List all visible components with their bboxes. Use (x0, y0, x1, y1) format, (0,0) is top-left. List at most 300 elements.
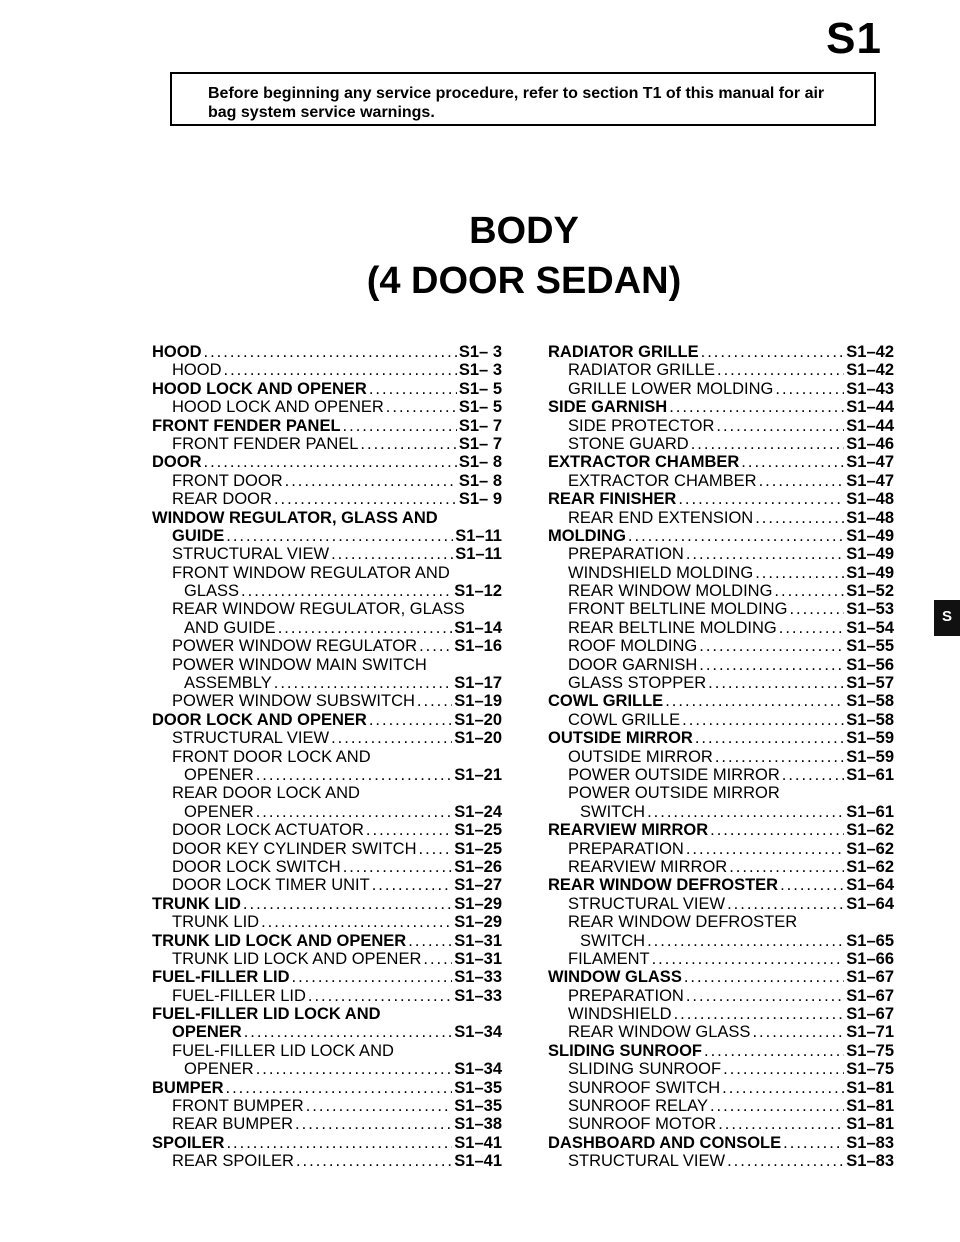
toc-entry-page: S1–67 (846, 968, 894, 987)
toc-entry (152, 711, 502, 729)
page-subtitle: (4 DOOR SEDAN) (366, 260, 682, 302)
toc-entry-page: S1–44 (846, 416, 894, 435)
toc-entry-page: S1– 5 (458, 398, 502, 417)
warning-text: Before beginning any service procedure, refer to section T1 of this manual for air bag system service warnings. (208, 85, 825, 121)
toc-entry-title: DOOR KEY CYLINDER SWITCH (172, 839, 417, 858)
toc-entry-title: TRUNK LID (172, 913, 260, 932)
toc-entry-title: DOOR LOCK SWITCH (172, 857, 341, 876)
toc-entry-page: S1–48 (846, 490, 894, 509)
toc-entry-leader (204, 343, 457, 361)
toc-entry-leader (710, 1097, 844, 1115)
toc-entry-title: DOOR LOCK AND OPENER (152, 710, 367, 729)
toc-entry (152, 343, 502, 361)
toc-entry (548, 895, 894, 913)
toc-entry-title: GUIDE (172, 526, 225, 545)
toc-entry-leader (224, 361, 457, 379)
toc-entry (548, 950, 894, 968)
toc-entry (152, 1079, 502, 1097)
toc-entry-title: SUNROOF RELAY (568, 1097, 708, 1116)
toc-entry-title: OUTSIDE MIRROR (548, 729, 693, 748)
toc-entry (548, 932, 894, 950)
toc-entry (548, 527, 894, 545)
toc-entry (548, 1023, 894, 1041)
toc-entry-leader (256, 766, 453, 784)
toc-entry-title: STRUCTURAL VIEW (568, 1152, 726, 1171)
toc-entry-page: S1–12 (454, 582, 502, 601)
toc-entry-leader (686, 987, 844, 1005)
toc-entry-title: POWER WINDOW MAIN SWITCH (172, 655, 427, 674)
toc-entry-page: S1–46 (846, 434, 894, 453)
toc-entry-title: PREPARATION (568, 839, 684, 858)
toc-entry-page: S1–47 (846, 471, 894, 490)
toc-entry (152, 876, 502, 894)
toc-entry-title: COWL GRILLE (548, 692, 664, 711)
toc-entry-leader (755, 509, 844, 527)
toc-entry-page: S1–41 (454, 1133, 502, 1152)
toc-entry-title: REAR DOOR LOCK AND (172, 784, 360, 803)
toc-entry-leader (274, 490, 457, 508)
toc-entry (548, 1005, 894, 1023)
toc-entry (152, 1005, 502, 1023)
toc-entry (152, 417, 502, 435)
toc-entry-title: OPENER (172, 1023, 242, 1042)
toc-entry-page: S1–59 (846, 747, 894, 766)
toc-entry-title: GRILLE LOWER MOLDING (568, 379, 774, 398)
toc-entry-leader (686, 545, 844, 563)
toc-entry-title: HOOD LOCK AND OPENER (152, 379, 367, 398)
toc-entry-leader (628, 527, 844, 545)
toc-entry-leader (752, 1023, 844, 1041)
toc-entry-page: S1–61 (846, 765, 894, 784)
toc-entry-title: SLIDING SUNROOF (548, 1041, 703, 1060)
toc-entry-leader (715, 748, 844, 766)
toc-entry-page: S1–20 (454, 710, 502, 729)
toc-entry-title: REAR SPOILER (172, 1152, 294, 1171)
toc-entry (152, 453, 502, 471)
toc-entry-page: S1–33 (454, 968, 502, 987)
toc-entry-leader (274, 674, 453, 692)
toc-entry-page: S1–20 (454, 729, 502, 748)
toc-entry (548, 729, 894, 747)
toc-entry-leader (774, 582, 844, 600)
toc-entry-title: FUEL-FILLER LID LOCK AND (172, 1041, 394, 1060)
toc-entry-leader (331, 545, 453, 563)
toc-entry-title: SLIDING SUNROOF (568, 1060, 722, 1079)
toc-entry-title: FUEL-FILLER LID (152, 968, 290, 987)
toc-entry (548, 435, 894, 453)
toc-entry (548, 711, 894, 729)
toc-entry (548, 380, 894, 398)
toc-entry (548, 803, 894, 821)
toc-entry-title: POWER OUTSIDE MIRROR (568, 784, 780, 803)
toc-entry-page: S1–67 (846, 986, 894, 1005)
toc-entry-title: OPENER (184, 765, 254, 784)
toc-entry-title: AND GUIDE (184, 618, 276, 637)
toc-entry (548, 1060, 894, 1078)
toc-entry-page: S1–66 (846, 949, 894, 968)
toc-entry (548, 821, 894, 839)
toc-entry-title: SIDE PROTECTOR (568, 416, 715, 435)
toc-entry-page: S1–31 (454, 931, 502, 950)
toc-entry-page: S1–19 (454, 692, 502, 711)
toc-entry-leader (256, 1060, 453, 1078)
toc-entry-leader (423, 950, 452, 968)
toc-entry (548, 619, 894, 637)
toc-entry-title: DOOR (152, 453, 202, 472)
toc-entry-page: S1–71 (846, 1023, 894, 1042)
toc-entry (152, 509, 502, 527)
toc-entry-title: DOOR LOCK ACTUATOR (172, 821, 364, 840)
toc-entry-page: S1– 8 (458, 471, 502, 490)
toc-entry-page: S1–34 (454, 1023, 502, 1042)
toc-entry-leader (674, 1005, 845, 1023)
toc-entry (548, 453, 894, 471)
toc-entry-title: ROOF MOLDING (568, 637, 698, 656)
toc-entry-title: COWL GRILLE (568, 710, 681, 729)
toc-entry-page: S1– 5 (458, 379, 502, 398)
toc-entry-title: REAR WINDOW DEFROSTER (568, 913, 798, 932)
toc-entry (548, 600, 894, 618)
toc-entry-title: STRUCTURAL VIEW (172, 545, 330, 564)
toc-entry (152, 821, 502, 839)
toc-entry-page: S1–81 (846, 1078, 894, 1097)
toc-entry-title: SUNROOF MOTOR (568, 1115, 717, 1134)
toc-entry (548, 1152, 894, 1170)
toc-entry-page: S1–11 (455, 526, 502, 545)
toc-entry-title: REAR BELTLINE MOLDING (568, 618, 777, 637)
toc-entry-title: FRONT BUMPER (172, 1097, 304, 1116)
toc-entry-page: S1–58 (846, 692, 894, 711)
toc-entry-leader (723, 1060, 844, 1078)
toc-entry-title: FRONT DOOR LOCK AND (172, 747, 371, 766)
toc-entry-page: S1–59 (846, 729, 894, 748)
toc-entry (152, 1097, 502, 1115)
toc-entry (152, 1115, 502, 1133)
toc-entry-page: S1–83 (846, 1152, 894, 1171)
toc-entry-leader (741, 453, 844, 471)
toc-entry-title: HOOD LOCK AND OPENER (172, 398, 384, 417)
toc-entry-title: FRONT FENDER PANEL (152, 416, 341, 435)
toc-entry (548, 1115, 894, 1133)
toc-entry-leader (699, 656, 844, 674)
toc-entry-title: SIDE GARNISH (548, 398, 668, 417)
toc-entry-title: TRUNK LID LOCK AND OPENER (172, 949, 422, 968)
toc-entry (548, 858, 894, 876)
toc-entry (152, 545, 502, 563)
toc-entry (548, 398, 894, 416)
toc-entry (548, 692, 894, 710)
toc-entry (152, 1023, 502, 1041)
toc-entry (152, 913, 502, 931)
toc-entry-leader (759, 472, 845, 490)
toc-entry-page: S1– 7 (458, 416, 502, 435)
toc-entry (548, 582, 894, 600)
toc-entry-title: STRUCTURAL VIEW (172, 729, 330, 748)
toc-entry-page: S1–55 (846, 637, 894, 656)
toc-entry-title: WINDSHIELD (568, 1005, 672, 1024)
toc-entry-page: S1–25 (454, 821, 502, 840)
toc-entry-page: S1–41 (454, 1152, 502, 1171)
toc-entry-page: S1–27 (454, 876, 502, 895)
toc-entry (152, 895, 502, 913)
toc-entry (152, 564, 502, 582)
toc-entry-leader (727, 895, 844, 913)
toc-entry (548, 987, 894, 1005)
toc-entry-page: S1–29 (454, 894, 502, 913)
toc-entry-leader (226, 1134, 452, 1152)
toc-entry-leader (419, 637, 452, 655)
toc-entry-leader (417, 692, 452, 710)
toc-entry-leader (369, 711, 452, 729)
toc-entry-page: S1–31 (454, 949, 502, 968)
toc-entry-leader (204, 453, 457, 471)
toc-entry-page: S1–75 (846, 1060, 894, 1079)
toc-entry-title: WINDOW GLASS (548, 968, 682, 987)
toc-entry (152, 1134, 502, 1152)
toc-entry-title: EXTRACTOR CHAMBER (568, 471, 757, 490)
toc-entry-title: REAR BUMPER (172, 1115, 294, 1134)
toc-entry-title: REAR WINDOW GLASS (568, 1023, 751, 1042)
toc-entry-leader (701, 343, 845, 361)
toc-entry-leader (684, 968, 844, 986)
toc-entry-page: S1–43 (846, 379, 894, 398)
toc-entry-page: S1–64 (846, 894, 894, 913)
toc-entry-page: S1–48 (846, 508, 894, 527)
toc-entry-leader (708, 674, 844, 692)
toc-entry (152, 435, 502, 453)
toc-entry-page: S1–49 (846, 545, 894, 564)
toc-entry-title: SWITCH (580, 931, 646, 950)
toc-entry-title: WINDOW REGULATOR, GLASS AND (152, 508, 438, 527)
toc-entry (152, 766, 502, 784)
warning-box (170, 72, 876, 126)
toc-entry-leader (755, 564, 844, 582)
toc-entry-leader (704, 1042, 844, 1060)
toc-entry-leader (783, 1134, 844, 1152)
toc-entry-title: RADIATOR GRILLE (548, 343, 699, 361)
toc-entry (548, 876, 894, 894)
toc-entry-leader (295, 1115, 452, 1133)
toc-entry (152, 729, 502, 747)
toc-entry-title: SUNROOF SWITCH (568, 1078, 721, 1097)
toc-entry (152, 858, 502, 876)
toc-entry-title: HOOD (172, 361, 222, 380)
toc-entry-leader (727, 1152, 844, 1170)
toc-entry-leader (782, 766, 845, 784)
toc-entry-page: S1–35 (454, 1078, 502, 1097)
toc-entry (548, 674, 894, 692)
toc-entry (152, 490, 502, 508)
toc-entry (152, 968, 502, 986)
toc-entry-leader (691, 435, 845, 453)
toc-entry-leader (699, 637, 844, 655)
toc-entry-title: FUEL-FILLER LID LOCK AND (152, 1005, 381, 1024)
toc-entry-title: ASSEMBLY (184, 674, 272, 693)
toc-entry-page: S1–62 (846, 839, 894, 858)
toc-entry-page: S1–34 (454, 1060, 502, 1079)
toc-entry-leader (291, 968, 452, 986)
toc-entry-title: SWITCH (580, 802, 646, 821)
toc-entry-title: WINDSHIELD MOLDING (568, 563, 754, 582)
toc-entry-page: S1–25 (454, 839, 502, 858)
toc-entry-title: PREPARATION (568, 545, 684, 564)
toc-entry-title: DOOR LOCK TIMER UNIT (172, 876, 370, 895)
toc-entry-leader (647, 803, 844, 821)
toc-entry-leader (285, 472, 457, 490)
toc-entry-page: S1–42 (846, 361, 894, 380)
toc-entry-page: S1–65 (846, 931, 894, 950)
toc-entry (152, 1042, 502, 1060)
toc-entry-title: OPENER (184, 802, 254, 821)
toc-entry-page: S1–54 (846, 618, 894, 637)
toc-entry (548, 509, 894, 527)
toc-entry (548, 748, 894, 766)
toc-entry (548, 913, 894, 931)
toc-entry-title: POWER WINDOW SUBSWITCH (172, 692, 415, 711)
toc-entry-title: TRUNK LID (152, 894, 241, 913)
toc-entry-title: OPENER (184, 1060, 254, 1079)
toc-entry-leader (718, 1115, 844, 1133)
toc-entry-page: S1– 7 (458, 434, 502, 453)
toc-entry (152, 361, 502, 379)
toc-entry-page: S1– 8 (458, 453, 502, 472)
toc-entry-title: RADIATOR GRILLE (568, 361, 716, 380)
toc-entry-leader (695, 729, 844, 747)
toc-entry-page: S1–49 (846, 563, 894, 582)
toc-entry (152, 472, 502, 490)
toc-entry-leader (716, 417, 844, 435)
section-tab-marker (934, 600, 960, 636)
toc-entry-page: S1–56 (846, 655, 894, 674)
toc-entry-leader (306, 1097, 453, 1115)
toc-entry-page: S1– 3 (458, 361, 502, 380)
toc-entry (548, 1079, 894, 1097)
toc-entry-leader (780, 876, 844, 894)
toc-entry (152, 582, 502, 600)
toc-entry-page: S1–52 (846, 582, 894, 601)
toc-entry-title: GLASS STOPPER (568, 674, 707, 693)
toc-entry (152, 1152, 502, 1170)
toc-entry (548, 361, 894, 379)
toc-entry-title: GLASS (184, 582, 240, 601)
toc-entry-leader (226, 527, 453, 545)
toc-entry-leader (369, 380, 457, 398)
toc-entry-leader (261, 913, 452, 931)
toc-entry-leader (779, 619, 845, 637)
toc-entry-title: FRONT DOOR (172, 471, 283, 490)
toc-entry (152, 637, 502, 655)
toc-entry (152, 932, 502, 950)
toc-entry-title: DOOR GARNISH (568, 655, 698, 674)
toc-entry-title: POWER OUTSIDE MIRROR (568, 765, 780, 784)
toc-entry-page: S1–33 (454, 986, 502, 1005)
toc-entry-title: HOOD (152, 343, 202, 361)
toc-entry-title: STONE GUARD (568, 434, 689, 453)
toc-entry (548, 656, 894, 674)
section-tab-letter: S (941, 608, 952, 625)
toc-entry-leader (343, 417, 457, 435)
toc-entry-title: REAR WINDOW REGULATOR, GLASS (172, 600, 465, 619)
toc-entry-page: S1–81 (846, 1115, 894, 1134)
toc-entry (152, 748, 502, 766)
toc-entry (548, 417, 894, 435)
toc-entry (548, 564, 894, 582)
toc-entry-page: S1–42 (846, 343, 894, 361)
toc-entry-leader (775, 380, 844, 398)
toc-entry-leader (343, 858, 453, 876)
toc-entry-leader (360, 435, 456, 453)
toc-entry-page: S1–75 (846, 1041, 894, 1060)
toc-entry-leader (243, 895, 452, 913)
toc-entry-page: S1–47 (846, 453, 894, 472)
toc-left-column (152, 343, 502, 1171)
toc-entry-leader (372, 876, 453, 894)
toc-entry (548, 840, 894, 858)
toc-entry-page: S1–67 (846, 1005, 894, 1024)
toc-entry (548, 343, 894, 361)
toc-entry-title: FRONT WINDOW REGULATOR AND (172, 563, 450, 582)
toc-entry-leader (278, 619, 453, 637)
toc-entry-title: REAR WINDOW MOLDING (568, 582, 773, 601)
toc-entry-page: S1–16 (454, 637, 502, 656)
toc-entry (152, 380, 502, 398)
toc-entry-title: REAR DOOR (172, 490, 272, 509)
toc-entry-leader (256, 803, 453, 821)
toc-entry-title: SPOILER (152, 1133, 225, 1152)
toc-entry-title: REAR WINDOW DEFROSTER (548, 876, 779, 895)
toc-entry-leader (710, 821, 844, 839)
toc-entry-leader (331, 729, 452, 747)
toc-entry-leader (366, 821, 452, 839)
toc-entry-title: FRONT BELTLINE MOLDING (568, 600, 788, 619)
toc-entry (152, 619, 502, 637)
toc-entry-page: S1–38 (454, 1115, 502, 1134)
toc-entry-leader (647, 932, 844, 950)
toc-entry-page: S1–26 (454, 857, 502, 876)
toc-entry-leader (729, 858, 844, 876)
toc-entry-page: S1–61 (846, 802, 894, 821)
toc-entry-title: FUEL-FILLER LID (172, 986, 306, 1005)
toc-entry-page: S1– 3 (458, 343, 502, 361)
toc-entry-leader (241, 582, 452, 600)
toc-entry-title: REAR END EXTENSION (568, 508, 754, 527)
toc-entry-page: S1–81 (846, 1097, 894, 1116)
toc-entry (152, 987, 502, 1005)
toc-entry (152, 784, 502, 802)
page-title: BODY (469, 210, 579, 252)
toc-entry-title: EXTRACTOR CHAMBER (548, 453, 740, 472)
toc-entry-leader (682, 711, 844, 729)
toc-entry-leader (652, 950, 845, 968)
toc-entry-leader (418, 840, 452, 858)
toc-entry (548, 766, 894, 784)
toc-entry-title: FILAMENT (568, 949, 650, 968)
toc-entry-leader (686, 840, 844, 858)
toc-entry (548, 1042, 894, 1060)
toc-entry-page: S1–49 (846, 526, 894, 545)
toc-entry-title: STRUCTURAL VIEW (568, 894, 726, 913)
toc-entry (152, 674, 502, 692)
toc-entry-page: S1–62 (846, 821, 894, 840)
toc-entry-page: S1–14 (454, 618, 502, 637)
toc-entry (548, 968, 894, 986)
toc-entry (152, 840, 502, 858)
section-code: S1 (826, 14, 882, 63)
toc-entry (152, 692, 502, 710)
toc-entry (548, 472, 894, 490)
toc-entry-title: TRUNK LID LOCK AND OPENER (152, 931, 407, 950)
toc-entry-leader (717, 361, 844, 379)
